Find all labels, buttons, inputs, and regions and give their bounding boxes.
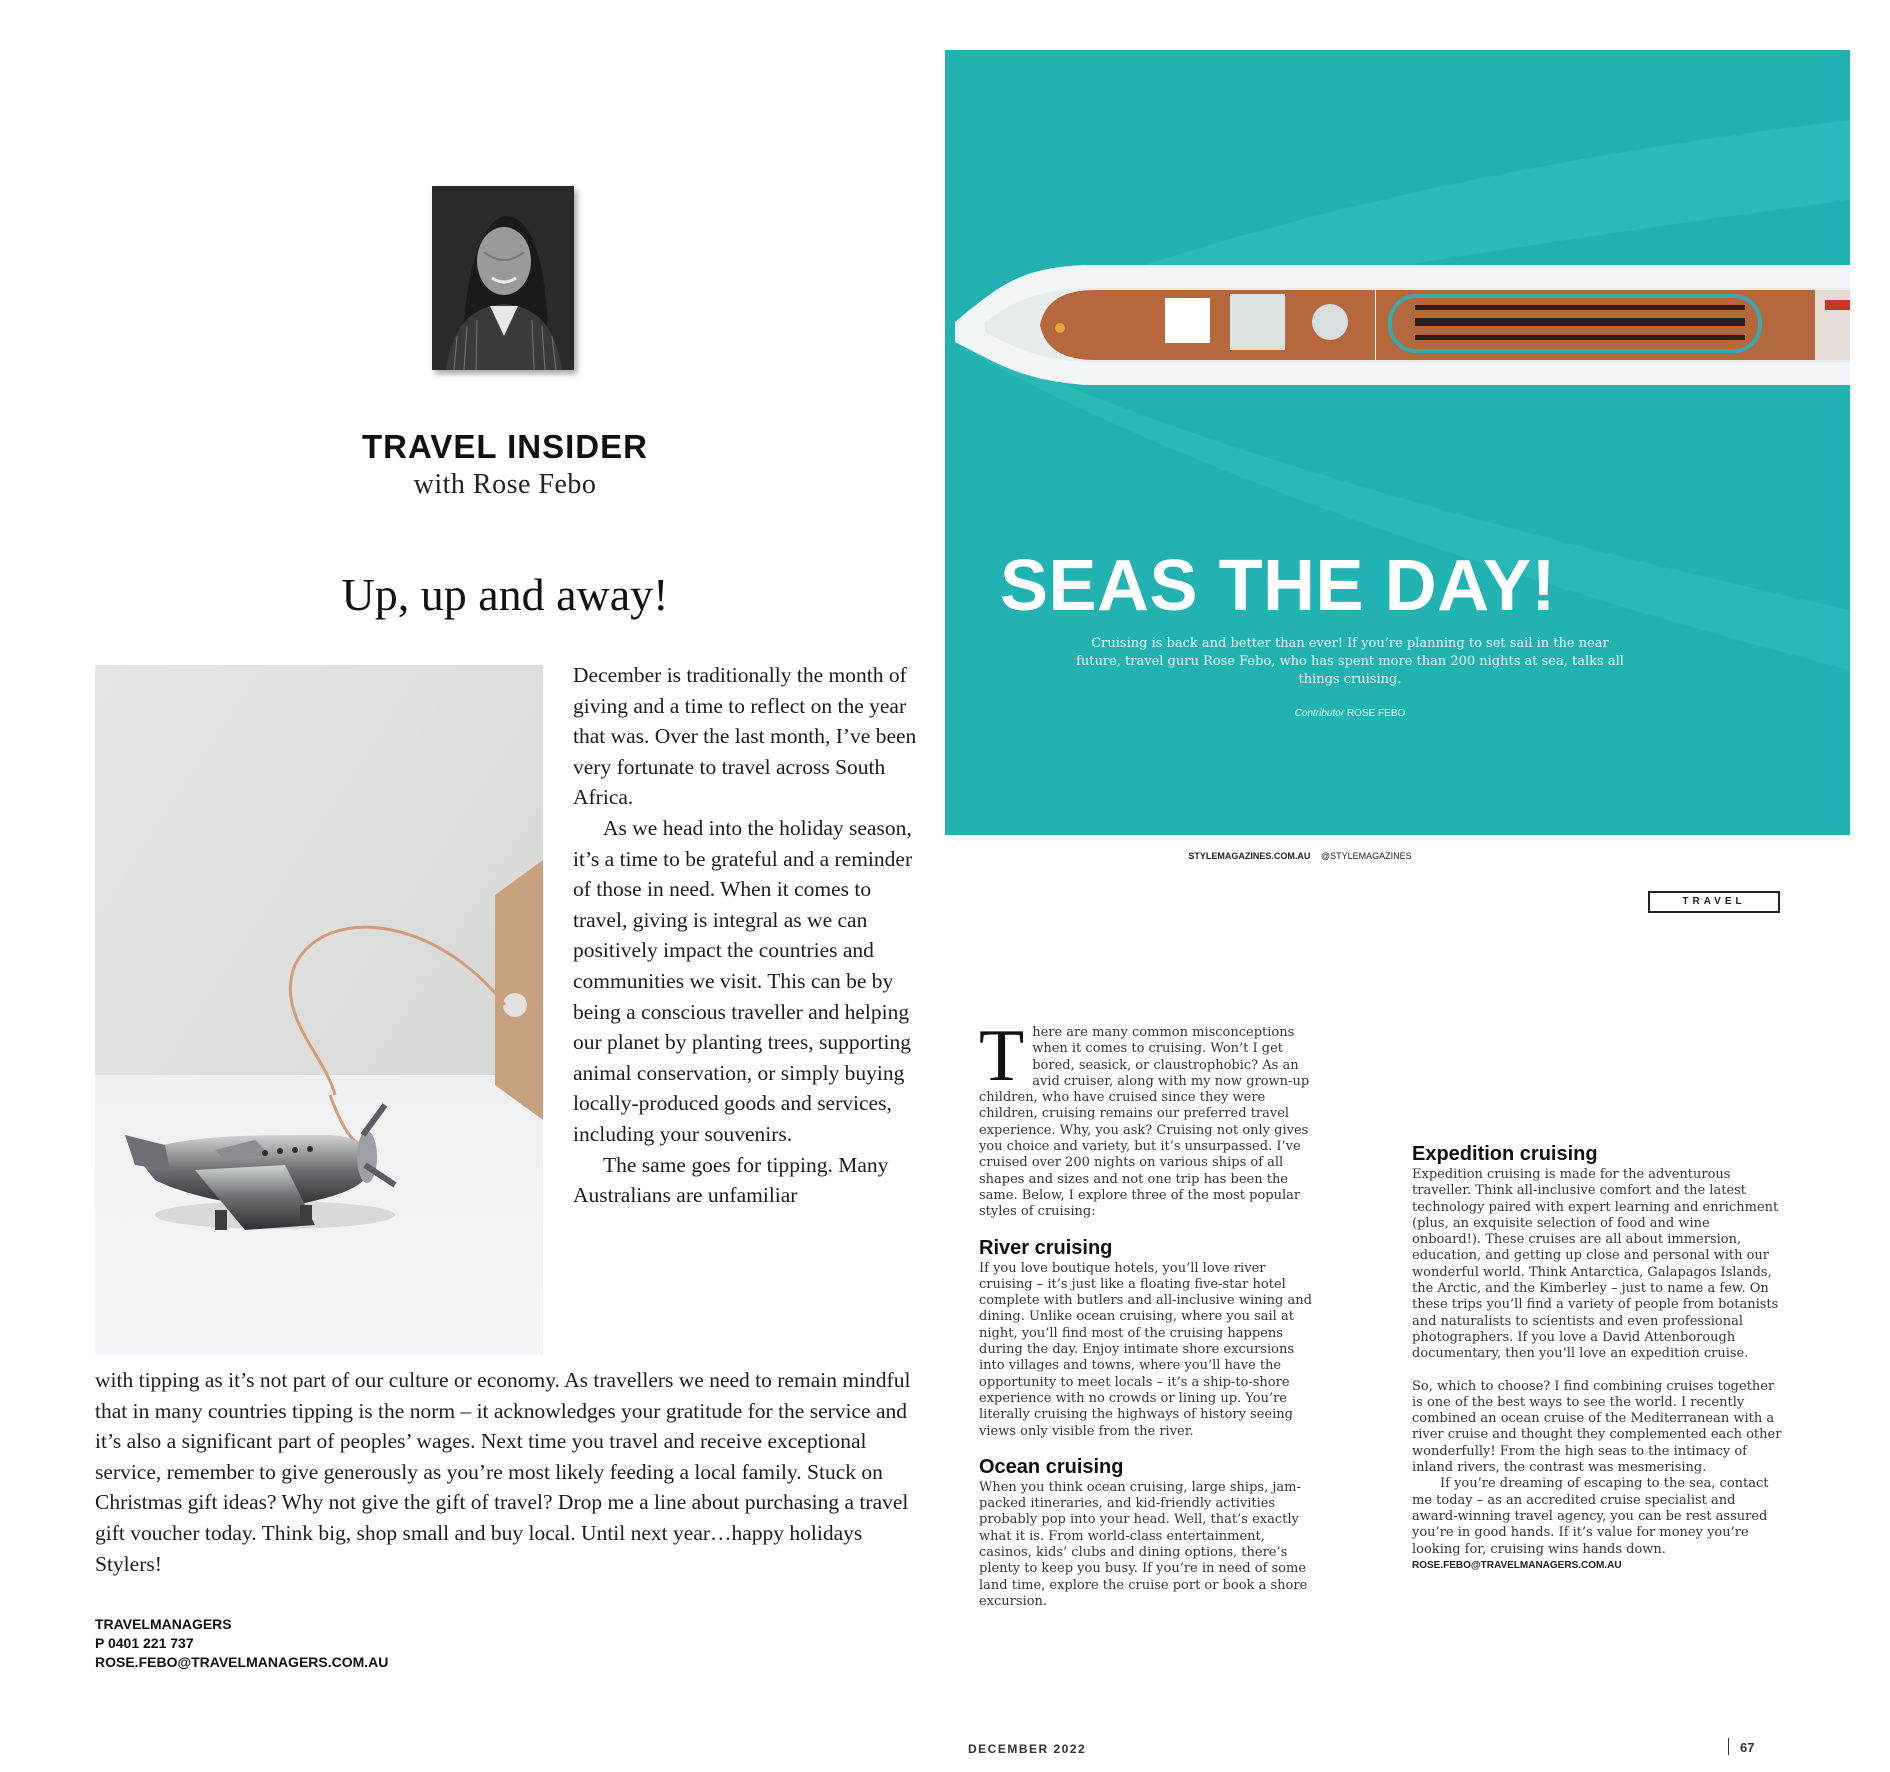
article-column-right bbox=[1412, 1143, 1782, 1574]
footer-divider bbox=[1728, 1738, 1729, 1755]
intro-paragraph bbox=[979, 1015, 1319, 1221]
river-cruising-text: If you love boutique hotels, you’ll love river cruising – it’s just like a floating five-star hotel complete with butlers and all-inclusive wining and dining. Unlike ocean cruising, where you sail at night, you’ll find most of the cruising happens during the day. Enjoy intimate shore excursions into villages and towns, where you’ll have the opportunity to meet locals – it’s a ship-to-shore experience with no crowds or lining up. You’re literally cruising the highways of history seeing views only visible from the river. bbox=[979, 1260, 1312, 1439]
paragraph-2: As we head into the holiday season, it’s a time to be grateful and a reminder of those in need. When it comes to travel, giving is integral as we can positively impact the countries and communities we visit. This can be by being a conscious traveller and helping our planet by planting trees, supporting animal conservation, or simply buying locally-produced goods and services, including your souvenirs. bbox=[573, 815, 913, 1146]
contact-email[interactable]: ROSE.FEBO@TRAVELMANAGERS.COM.AU bbox=[95, 1654, 389, 1670]
footer-date: DECEMBER 2022 bbox=[968, 1742, 1087, 1756]
contributor-credit bbox=[1075, 708, 1625, 719]
contact-block bbox=[95, 1615, 388, 1672]
drop-cap: T bbox=[979, 1015, 1025, 1097]
column-title: TRAVEL INSIDER bbox=[362, 428, 648, 465]
hero-subtitle: Cruising is back and better than ever! If you’re planning to set sail in the near future, travel guru Rose Febo, who has spent more than 200 nights at sea, talks all things cruising. bbox=[1076, 636, 1624, 687]
contact-phone: P 0401 221 737 bbox=[95, 1635, 194, 1651]
social-handle[interactable]: @STYLEMAGAZINES bbox=[1320, 851, 1412, 861]
column-header bbox=[300, 430, 710, 501]
author-photo bbox=[432, 186, 574, 370]
contributor-name: ROSE FEBO bbox=[1346, 708, 1406, 719]
website-link[interactable]: STYLEMAGAZINES.COM.AU bbox=[1188, 851, 1311, 861]
article-headline: Up, up and away! bbox=[341, 569, 669, 620]
choose-text: So, which to choose? I find combining cruises together is one of the best ways to see the world. I recently combined an ocean cruise of the Mediterranean with a river cruise and thought they complemented each other wonderfully! From the high seas to the intimacy of inland rivers, the contrast was mesmerising. bbox=[1412, 1378, 1782, 1476]
paragraph-1: December is traditionally the month of giving and a time to reflect on the year that was. Over the last month, I’ve been very fortunate to travel across South Africa. bbox=[573, 663, 917, 810]
expedition-cruising-text: Expedition cruising is made for the adventurous traveller. Think all-inclusive comfort and the latest technology paired with expert learning and enrichment (plus, an exquisite selection of food and wine onboard!). These cruises are all about immersion, education, and getting up close and personal with our wonderful world. Think Antarctica, Galapagos Islands, the Arctic, and the Kimberley – just to name a few. On these trips you’ll find a variety of people from botanists and naturalists to scientists and even professional photographers. If you love a David Attenborough documentary, then you’ll love an expedition cruise. bbox=[1412, 1167, 1779, 1362]
page-number: 67 bbox=[1740, 1740, 1755, 1755]
river-cruising-heading: River cruising bbox=[979, 1236, 1113, 1259]
article-body-wide: with tipping as it’s not part of our culture or economy. As travellers we need to remain mindful that in many countries tipping is the norm – it acknowledges your gratitude for the service and it’s also a significant part of peoples’ wages. Next time you travel and receive exceptional service, remember to give generously as you’re most likely feeding a local family. Stuck on Christmas gift ideas? Why not give the gift of travel? Drop me a line about purchasing a travel gift voucher today. Think big, shop small and buy local. Until next year…happy holidays Stylers! bbox=[95, 1368, 911, 1576]
section-tag: TRAVEL bbox=[1648, 891, 1780, 913]
website-line bbox=[1000, 851, 1600, 861]
ocean-cruising-heading: Ocean cruising bbox=[979, 1455, 1124, 1478]
hero-title: SEAS THE DAY! bbox=[1000, 546, 1556, 626]
ocean-cruising-text: When you think ocean cruising, large ships, jam-packed itineraries, and kid-friendly activities probably pop into your head. Well, that’s exactly what it is. From world-class entertainment, casinos, kids’ clubs and dining options, there’s plenty to keep you busy. If you’re in need of some land time, explore the cruise port or book a shore excursion. bbox=[979, 1479, 1308, 1609]
article-column-left bbox=[979, 1015, 1319, 1610]
column-byline: with Rose Febo bbox=[413, 469, 597, 500]
closing-text: If you’re dreaming of escaping to the sea, contact me today – as an accredited cruise specialist and award-winning travel agency, you can be rest assured you’re in good hands. If it’s value for money you’re looking for, cruising wins hands down. bbox=[1412, 1476, 1769, 1557]
author-email[interactable]: ROSE.FEBO@TRAVELMANAGERS.COM.AU bbox=[1412, 1559, 1622, 1571]
author-portrait bbox=[432, 186, 574, 370]
expedition-cruising-heading: Expedition cruising bbox=[1412, 1143, 1598, 1165]
paragraph-3-start: The same goes for tipping. Many Australians are unfamiliar bbox=[573, 1152, 889, 1208]
contact-company: TRAVELMANAGERS bbox=[95, 1616, 232, 1632]
toy-plane-photo bbox=[95, 665, 543, 1355]
intro-text: here are many common misconceptions when it comes to cruising. Won’t I get bored, seasick, or claustrophobic? As an avid cruiser, along with my now grown-up children, who have cruised since they were children, cruising remains our preferred travel experience. Why, you ask? Cruising not only gives you choice and variety, but it’s unsurpassed. I’ve cruised over 200 nights on various ships of all shapes and sizes and not one trip has been the same. Below, I explore three of the most popular styles of cruising: bbox=[979, 1025, 1310, 1220]
contributor-label: Contributor bbox=[1294, 708, 1345, 719]
toy-plane-illustration bbox=[95, 665, 543, 1355]
article-body-narrow bbox=[573, 660, 923, 1211]
